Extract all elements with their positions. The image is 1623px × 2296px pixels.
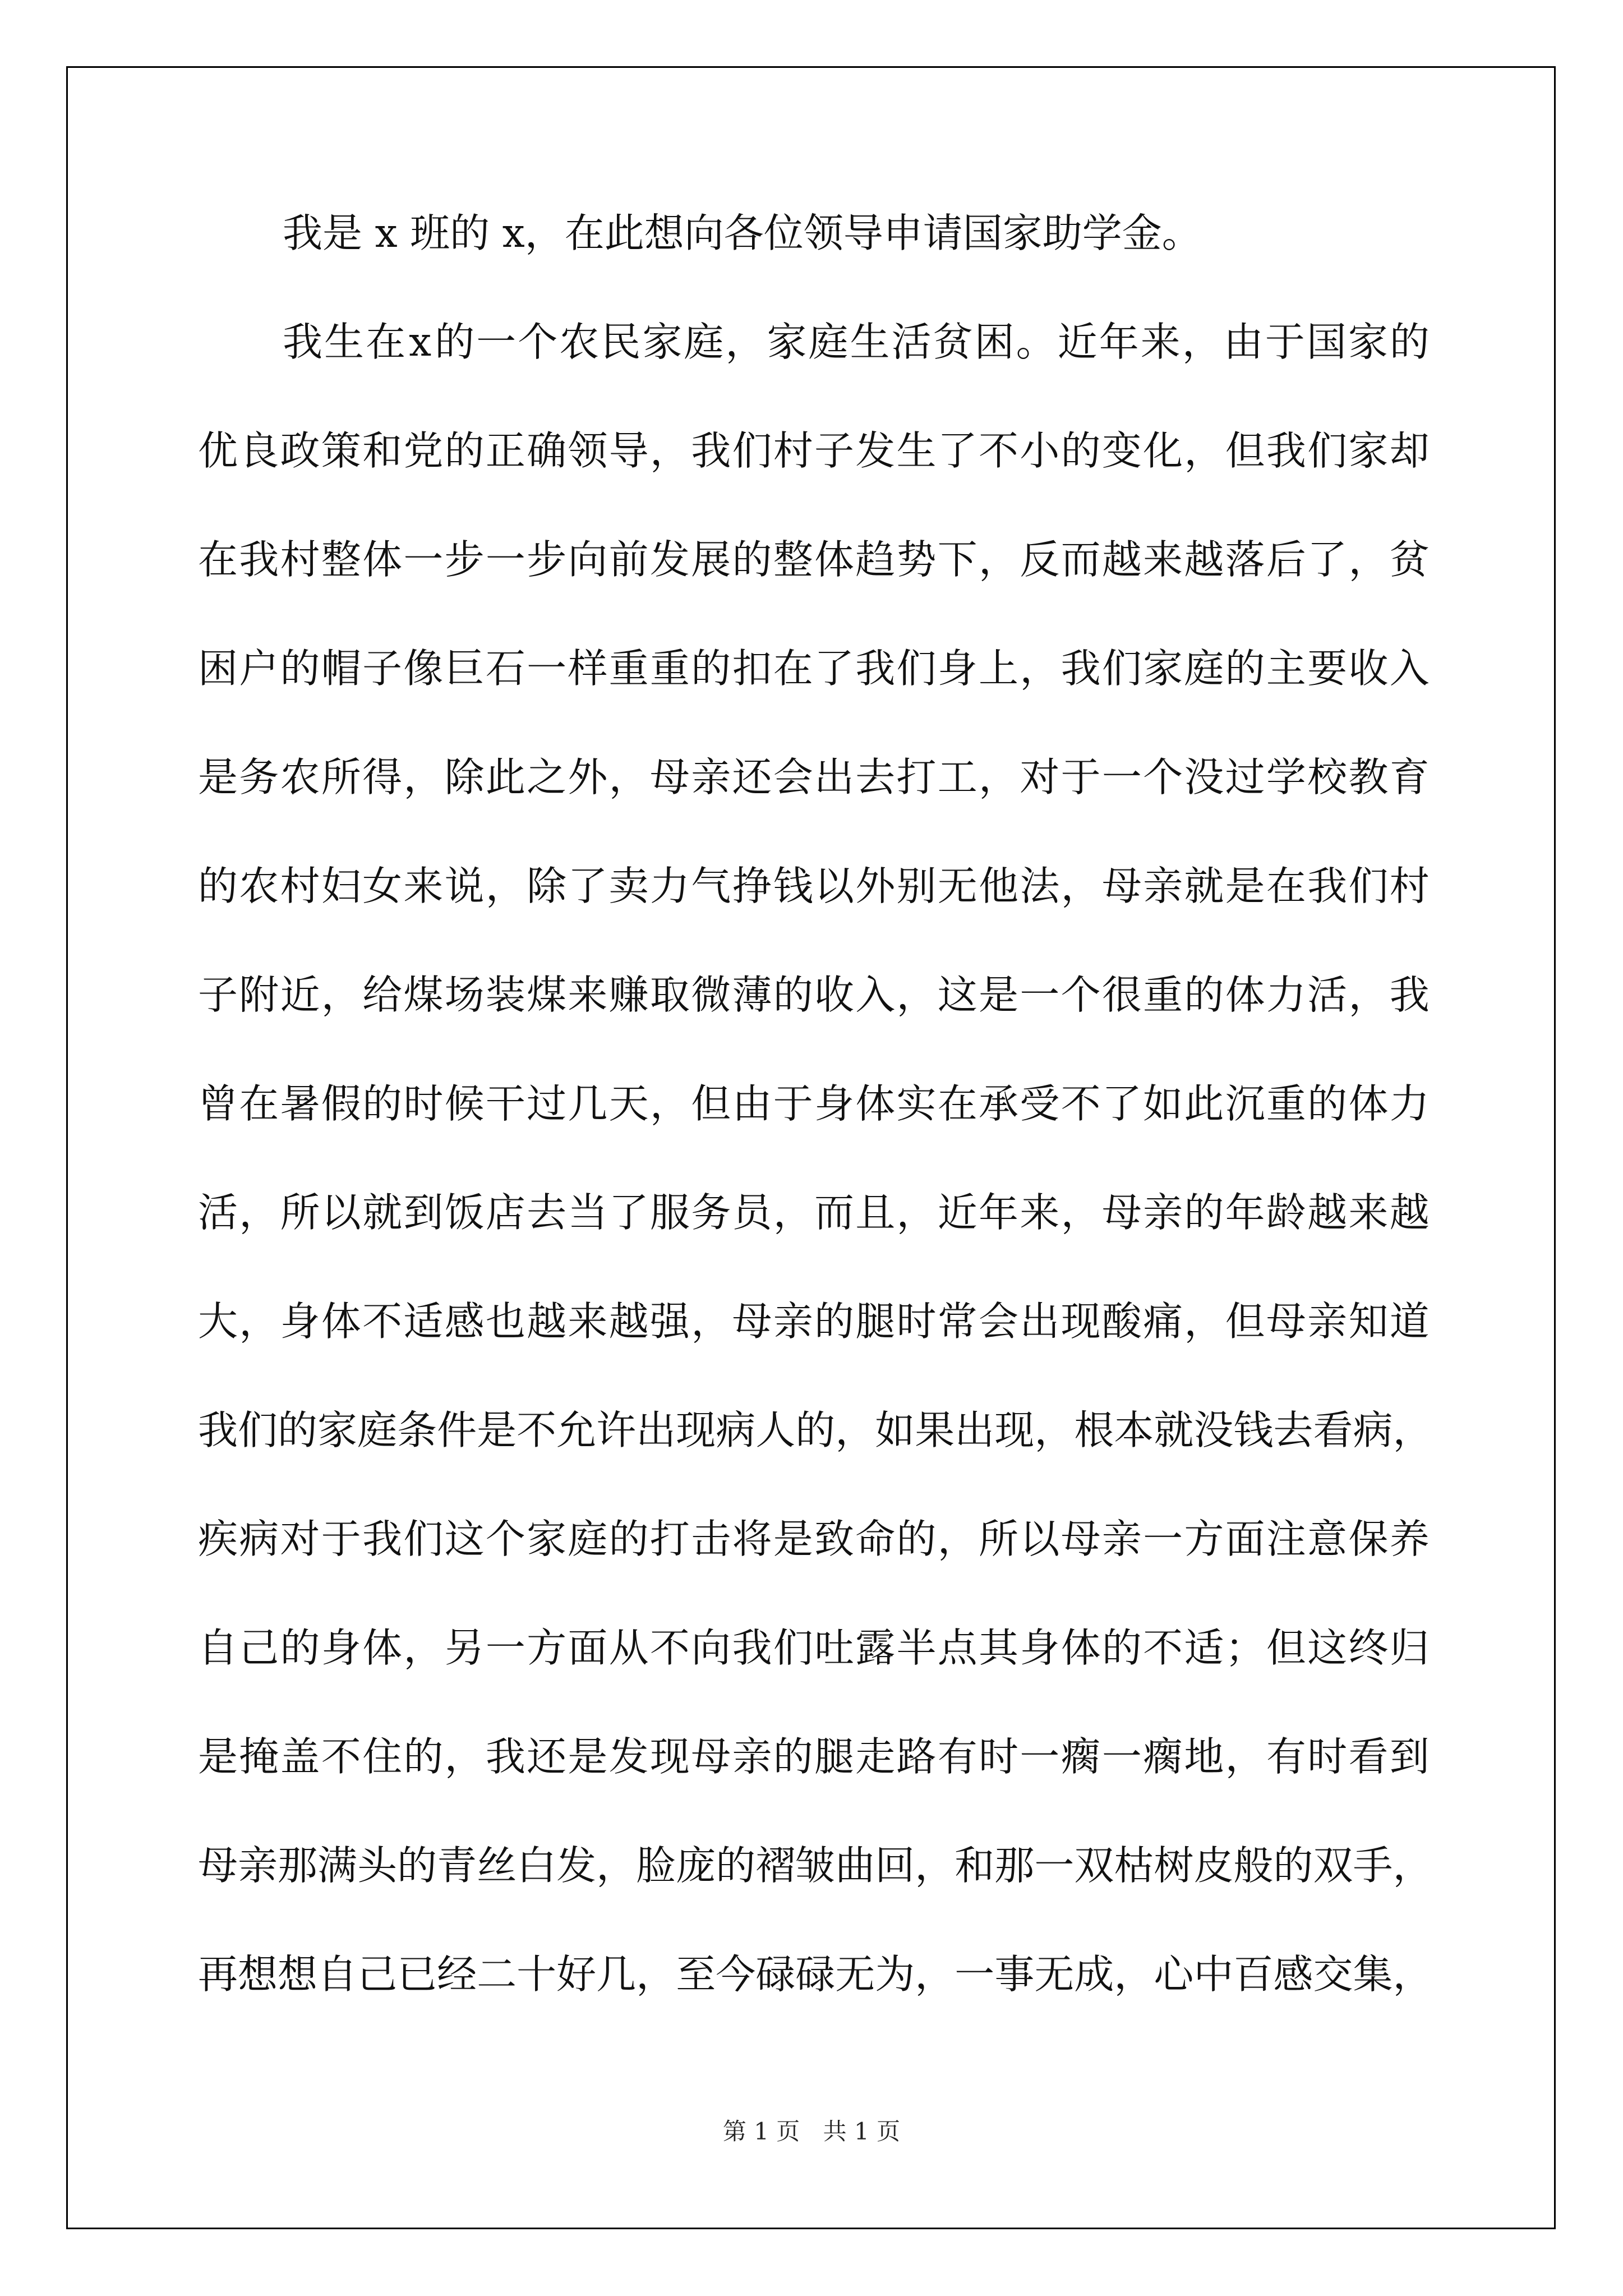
- text-line: 困 户 的 帽 子 像 巨 石 一 样 重 重 的 扣 在 了 我 们 身 上 ， 我 们 家 庭 的 主 要 收 入: [198, 645, 1430, 692]
- text-line: 是 掩 盖 不 住 的 ， 我 还 是 发 现 母 亲 的 腿 走 路 有 时 一 瘸 一 瘸 地 ， 有 时 看 到: [198, 1733, 1430, 1780]
- text-line: 疾 病 对 于 我 们 这 个 家 庭 的 打 击 将 是 致 命 的 ， 所 以 母 亲 一 方 面 注 意 保 养: [198, 1516, 1430, 1562]
- text-line: 我 们 的 家 庭 条 件 是 不 允 许 出 现 病 人 的 ， 如 果 出 现 ， 根 本 就 没 钱 去 看 病 ，: [198, 1407, 1433, 1453]
- page-border: [66, 66, 1556, 2229]
- text-line: 自 己 的 身 体 ， 另 一 方 面 从 不 向 我 们 吐 露 半 点 其 身 体 的 不 适 ； 但 这 终 归: [198, 1625, 1430, 1671]
- text-line: 我是 x 班的 x，在此想向各位领导申请国家助学金。: [283, 210, 1202, 256]
- page-number: 第 1 页: [722, 2118, 800, 2145]
- text-line: 子 附 近 ， 给 煤 场 装 煤 来 赚 取 微 薄 的 收 入 ， 这 是 一 个 很 重 的 体 力 活 ， 我: [198, 972, 1430, 1018]
- text-line: 曾 在 暑 假 的 时 候 干 过 几 天 ， 但 由 于 身 体 实 在 承 受 不 了 如 此 沉 重 的 体 力: [198, 1080, 1430, 1127]
- page-footer: [0, 2120, 1623, 2143]
- text-line: 在 我 村 整 体 一 步 一 步 向 前 发 展 的 整 体 趋 势 下 ， 反 而 越 来 越 落 后 了 ， 贫: [198, 536, 1430, 583]
- text-line: 的 农 村 妇 女 来 说 ， 除 了 卖 力 气 挣 钱 以 外 别 无 他 法 ， 母 亲 就 是 在 我 们 村: [198, 863, 1430, 909]
- text-line: 优 良 政 策 和 党 的 正 确 领 导 ， 我 们 村 子 发 生 了 不 小 的 变 化 ， 但 我 们 家 却: [198, 427, 1430, 474]
- text-line: 我 生 在 x 的 一 个 农 民 家 庭 ， 家 庭 生 活 贫 困 。 近 年 来 ， 由 于 国 家 的: [283, 319, 1430, 365]
- text-line: 活 ， 所 以 就 到 饭 店 去 当 了 服 务 员 ， 而 且 ， 近 年 来 ， 母 亲 的 年 龄 越 来 越: [198, 1189, 1430, 1236]
- text-line: 大 ， 身 体 不 适 感 也 越 来 越 强 ， 母 亲 的 腿 时 常 会 出 现 酸 痛 ， 但 母 亲 知 道: [198, 1298, 1430, 1345]
- page-total: 共 1 页: [823, 2118, 901, 2145]
- text-line: 母 亲 那 满 头 的 青 丝 白 发 ， 脸 庞 的 褶 皱 曲 回 ， 和 那 一 双 枯 树 皮 般 的 双 手 ，: [198, 1842, 1433, 1889]
- text-line: 是 务 农 所 得 ， 除 此 之 外 ， 母 亲 还 会 出 去 打 工 ， 对 于 一 个 没 过 学 校 教 育: [198, 754, 1430, 800]
- text-line: 再 想 想 自 己 已 经 二 十 好 几 ， 至 今 碌 碌 无 为 ， 一 事 无 成 ， 心 中 百 感 交 集 ，: [198, 1951, 1433, 1998]
